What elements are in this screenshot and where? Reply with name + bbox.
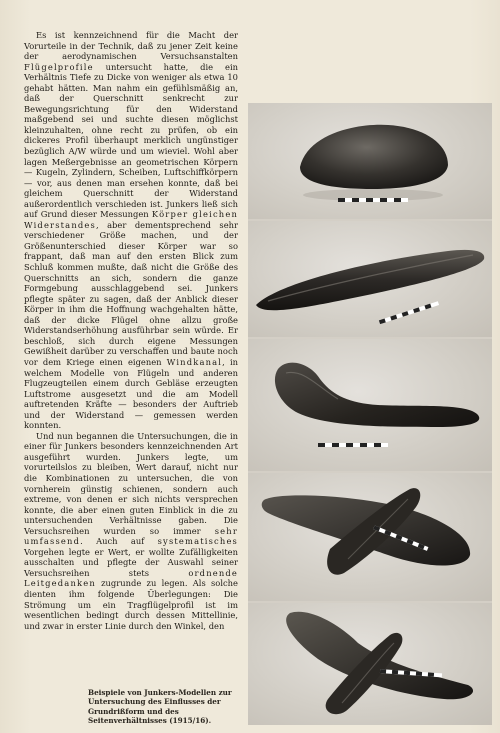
article-text-column xyxy=(24,30,238,631)
paragraph-2 xyxy=(24,431,238,631)
paragraph-1 xyxy=(24,30,238,431)
spaced-emphasis: Flügelprofile xyxy=(24,61,94,72)
photo-swept-wing-model xyxy=(248,339,492,471)
text-run: , aber dementsprechend sehr verschiedener Größe machen, und der Größenunterschied dieser Körper war so frappant, daß man auf den ersten Blick zum Schluß kommen mußte, daß nicht die Größe des Querschnitts an sich, sondern die ganze Formgebung ausschlaggebend sei. Junkers pflegte später zu sagen, daß der Anblick dieser Körper in ihm die Hoffnung wachgehalten hätte, daß der dicke Flügel ohne allzu große Widerstandserhöhung ausführbar sein würde. Er beschloß, sich durch eigene Messungen Gewißheit darüber zu verschaffen und baute noch vor dem Kriege einen eigenen xyxy=(24,219,238,367)
spaced-emphasis: Körper gleichen Widerstandes xyxy=(24,209,239,230)
photo-cross-wing-model-a xyxy=(248,473,492,601)
model-photo-strip xyxy=(248,103,492,725)
spaced-emphasis: sehr umfassend xyxy=(24,525,238,547)
text-run: Vorgehen legte er Wert, er wollte Zufälligkeiten ausschalten und pflegte der Auswahl seiner Versuchsreihen stets xyxy=(24,546,238,578)
spaced-emphasis: ordnende Leitgedanken xyxy=(24,567,238,589)
text-run: Es ist kennzeichnend für die Macht der Vorurteile in der Technik, daß zu jener Zeit keine der aerodynamischen Versuchsanstalten xyxy=(24,30,238,62)
text-run: Und nun begannen die Untersuchungen, die in einer für Junkers besonders kennzeichnenden Art ausgeführt wurden. Junkers legte, um vorurteilslos zu bleiben, Wert darauf, nicht nur die Kombinationen zu untersuchen, die von vornherein günstig schienen, sondern auch extreme, von denen er sich nichts versprechen konnte, die aber einen guten Einblick in die zu untersuchenden Verhältnisse gaben. Die Versuchsreihen wurden so immer xyxy=(24,430,238,536)
photo-slender-wing-model xyxy=(248,221,492,337)
spaced-emphasis: systematisches xyxy=(157,536,238,547)
text-run: zugrunde zu legen. Als solche dienten ihm folgende Überlegungen: Die Strömung um ein Tragflügelprofil ist im wesentlichen bedingt durch dessen Mittellinie, und zwar in erster Linie durch den Winkel, den xyxy=(24,578,238,631)
spaced-emphasis: Windkanal xyxy=(166,356,223,367)
photo-cross-wing-model-b xyxy=(248,603,492,725)
text-run: untersucht hatte, die ein Verhältnis Tiefe zu Dicke von weniger als etwa 10 gehabt hätten. Man nahm ein gefühlsmäßig an, daß der Querschnitt senkrecht zur Bewegungsrichtung für den Widerstand maßgebend sei und suchte diesen möglichst kleinzuhalten, ohne recht zu prüfen, ob ein dickeres Profil überhaupt merklich ungünstiger bezüglich A/W würde und um wieviel. Wohl aber lagen Meßergebnisse an geometrischen Körpern — Kugeln, Zylindern, Scheiben, Luftschiffkörpern — vor, aus denen man ersehen konnte, daß bei gleichem Querschnitt der Widerstand außerordentlich verschieden ist. Junkers ließ sich auf Grund dieser Messungen xyxy=(24,61,238,220)
text-run: . Auch auf xyxy=(80,536,158,547)
text-run: , in welchem Modelle von Flügeln und anderen Flugzeugteilen einem durch Gebläse erzeugten Luftstrome ausgesetzt und die am Modell auftretenden Kräfte — besonders der Auftrieb und der Widerstand — gemessen werden konnten. xyxy=(24,356,238,431)
photo-oval-body-model xyxy=(248,103,492,219)
figure-caption: Beispiele von Junkers-Modellen zur Untersuchung des Einflusses der Grundrißform und des Seitenverhältnisses (1915/16). xyxy=(88,688,232,725)
